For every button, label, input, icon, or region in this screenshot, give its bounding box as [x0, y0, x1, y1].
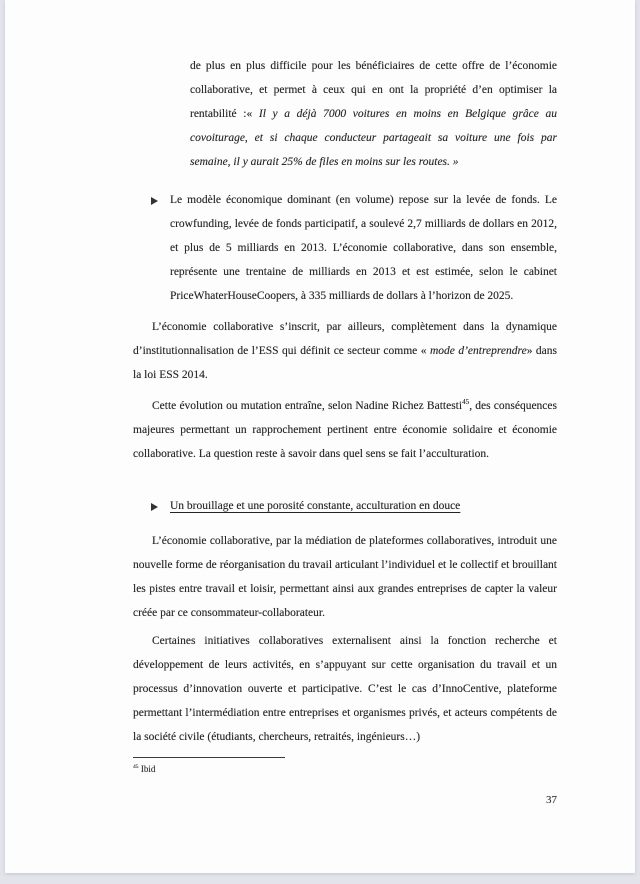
page-number: 37	[546, 794, 557, 806]
footnote-area	[133, 757, 557, 776]
subheading-brouillage	[133, 494, 557, 518]
page-content	[133, 54, 557, 812]
arrow-bullet-icon	[151, 503, 158, 511]
subheading-text: Un brouillage et une porosité constante, acculturation en douce	[170, 500, 461, 512]
footnote-45	[133, 762, 557, 776]
paragraph-ess-law	[133, 315, 557, 387]
paragraph-innocentive: Certaines initiatives collaboratives externalisent ainsi la fonction recherche et développement de leurs activités, en s’appuyant sur cette organisation du travail et un processus d’innovation ouverte et participative. C’est le cas d’InnoCentive, plateforme permettant l’intermédiation entre entreprises et organismes privés, et acteurs compétents de la société civile (étudiants, chercheurs, retraités, ingénieurs…)	[133, 635, 557, 743]
battesti-text-after: , des conséquences majeures permettant un rapprochement pertinent entre économie solidaire et économie collaborative. La question reste à savoir dans quel sens se fait l’acculturation.	[133, 400, 557, 460]
arrow-bullet-icon	[151, 197, 158, 205]
footnote-separator-line	[133, 757, 285, 758]
paragraph-mediation: L’économie collaborative, par la médiation de plateformes collaboratives, introduit une nouvelle forme de réorganisation du travail articulant l’individuel et le collectif et brouillant les pistes entre travail et loisir, permettant ainsi aux grandes entreprises de capter la valeur créée par ce consommateur-collaborateur.	[133, 535, 557, 619]
document-page	[5, 0, 635, 873]
ess-text-before: L’économie collaborative s’inscrit, par ailleurs, complètement dans la dynamique d’institutionnalisation de l’ESS qui définit ce secteur comme «	[133, 321, 557, 357]
footnote-45-text: Ibid	[140, 764, 156, 774]
quote-lead-text: de plus en plus difficile pour les bénéficiaires de cette offre de l’économie collaborative, et permet à ceux qui en ont la propriété d’en optimiser la rentabilité :«	[190, 60, 557, 120]
paragraph-battesti	[133, 394, 557, 466]
battesti-text-before: Cette évolution ou mutation entraîne, selon Nadine Richez Battesti	[152, 400, 463, 412]
footnote-reference-45: 45	[462, 398, 470, 407]
ess-text-after: » dans la loi ESS 2014.	[133, 345, 557, 381]
quote-citation-text: Il y a déjà 7000 voitures en moins en Belgique grâce au covoiturage, et si chaque conducteur partageait sa voiture une fois par semaine, il y aurait 25% de files en moins sur les routes. »	[190, 108, 557, 168]
footnote-45-ref: 45	[133, 764, 139, 770]
quote-paragraph	[190, 54, 557, 174]
ess-italic-phrase: mode d’entreprendre	[429, 345, 527, 357]
bullet-item-funding-model	[133, 188, 557, 308]
bullet-item-text: Le modèle économique dominant (en volume) repose sur la levée de fonds. Le crowfunding, levée de fonds participatif, a soulevé 2,7 milliards de dollars en 2012, et plus de 5 milliards en 2013. L’économie collaborative, dans son ensemble, représente une trentaine de milliards en 2013 et est estimée, selon le cabinet PriceWhaterHouseCoopers, à 335 milliards de dollars à l’horizon de 2025.	[170, 194, 557, 302]
